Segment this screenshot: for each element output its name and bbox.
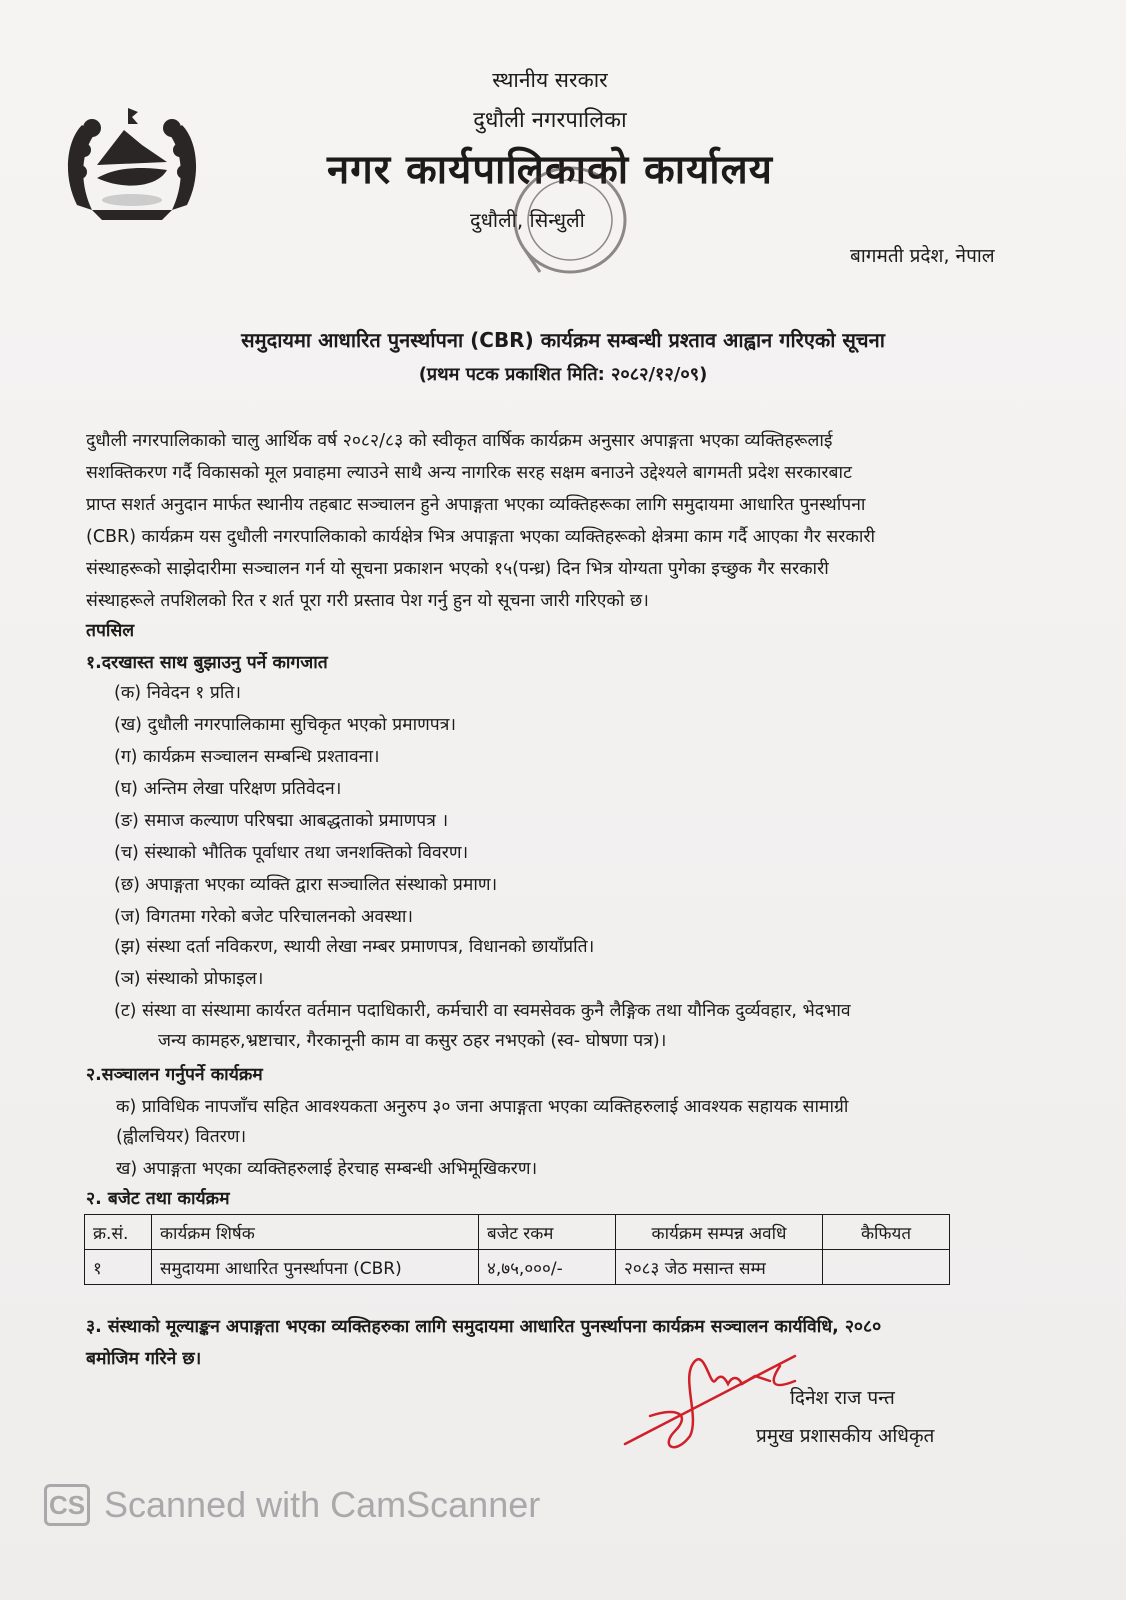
signatory-title: प्रमुख प्रशासकीय अधिकृत (756, 1425, 935, 1447)
camscanner-watermark (44, 1484, 540, 1526)
section2-heading: २.सञ्चालन गर्नुपर्ने कार्यक्रम (86, 1065, 263, 1085)
table-cell: ४,७५,०००/- (479, 1250, 616, 1285)
office-address: दुधौली, सिन्धुली (470, 208, 585, 232)
camscanner-logo-icon: CS (44, 1484, 90, 1526)
government-level-label: स्थानीय सरकार (492, 68, 608, 92)
province-country: बागमती प्रदेश, नेपाल (850, 245, 995, 267)
nepal-emblem-icon (62, 100, 202, 230)
body-line: संस्थाहरूको साझेदारीमा सञ्चालन गर्न यो सूचना प्रकाशन भएको १५(पन्ध्र) दिन भित्र योग्यता पुगेका इच्छुक गैर सरकारी (86, 559, 829, 579)
schedule-label: तपसिल (86, 621, 135, 641)
column-header: कार्यक्रम सम्पन्न अवधि (616, 1215, 823, 1250)
program-item-continuation: (ह्वीलचियर) वितरण। (116, 1127, 247, 1147)
column-header: बजेट रकम (479, 1215, 616, 1250)
body-line: संस्थाहरूले तपशिलको रित र शर्त पूरा गरी प्रस्ताव पेश गर्नु हुन यो सूचना जारी गरिएको छ। (86, 591, 649, 611)
column-header: कार्यक्रम शिर्षक (152, 1215, 479, 1250)
watermark-text: Scanned with CamScanner (104, 1484, 541, 1525)
table-cell: १ (85, 1250, 152, 1285)
table-header-row (85, 1215, 950, 1250)
signature-icon (620, 1346, 810, 1476)
document-list-item: (छ) अपाङ्गता भएका व्यक्ति द्वारा सञ्चालित संस्थाको प्रमाण। (114, 875, 498, 895)
evaluation-clause: ३. संस्थाको मूल्याङ्कन अपाङ्गता भएका व्यक्तिहरुका लागि समुदायमा आधारित पुनर्स्थापना कार्यक्रम सञ्चालन कार्यविधि, २०८० (86, 1317, 882, 1337)
table-row (85, 1250, 950, 1285)
body-line: प्राप्त सशर्त अनुदान मार्फत स्थानीय तहबाट सञ्चालन हुने अपाङ्गता भएका व्यक्तिहरूका लागि समुदायमा आधारित पुनर्स्थापना (86, 495, 866, 515)
body-line: (CBR) कार्यक्रम यस दुधौली नगरपालिकाको कार्यक्षेत्र भित्र अपाङ्गता भएका व्यक्तिहरूको क्षेत्रमा काम गर्दै आएका गैर सरकारी (86, 527, 876, 547)
document-list-item: (ट) संस्था वा संस्थामा कार्यरत वर्तमान पदाधिकारी, कर्मचारी वा स्वमसेवक कुनै लैङ्गिक तथा यौनिक दुर्व्यवहार, भेदभाव (114, 1001, 851, 1021)
body-line: सशक्तिकरण गर्दै विकासको मूल प्रवाहमा ल्याउने साथै अन्य नागरिक सरह सक्षम बनाउने उद्देश्यले बागमती प्रदेश सरकारबाट (86, 463, 852, 483)
section3-heading: २. बजेट तथा कार्यक्रम (86, 1189, 230, 1209)
published-date: (प्रथम पटक प्रकाशित मिति: २०८२/१२/०९) (418, 364, 708, 385)
document-list-item: (ञ) संस्थाको प्रोफाइल। (114, 969, 264, 989)
program-item: ख) अपाङ्गता भएका व्यक्तिहरुलाई हेरचाह सम्बन्धी अभिमूखिकरण। (116, 1159, 538, 1179)
municipality-name: दुधौली नगरपालिका (473, 108, 627, 133)
document-list-item: (ख) दुधौली नगरपालिकामा सुचिकृत भएको प्रमाणपत्र। (114, 715, 457, 735)
budget-table (84, 1214, 950, 1285)
document-list-item: (क) निवेदन १ प्रति। (114, 683, 241, 703)
column-header: क्र.सं. (85, 1215, 152, 1250)
office-name: नगर कार्यपालिकाको कार्यालय (327, 147, 773, 193)
evaluation-clause-continuation: बमोजिम गरिने छ। (86, 1349, 202, 1369)
document-list-item: (ङ) समाज कल्याण परिषद्मा आबद्धताको प्रमाणपत्र । (114, 811, 449, 831)
document-list-item: (घ) अन्तिम लेखा परिक्षण प्रतिवेदन। (114, 779, 342, 799)
table-cell: समुदायमा आधारित पुनर्स्थापना (CBR) (152, 1250, 479, 1285)
section1-heading: १.दरखास्त साथ बुझाउनु पर्ने कागजात (86, 653, 328, 673)
document-list-item-continuation: जन्य कामहरु,भ्रष्टाचार, गैरकानूनी काम वा कसुर ठहर नभएको (स्व- घोषणा पत्र)। (158, 1031, 667, 1051)
office-stamp-icon (500, 160, 650, 280)
column-header: कैफियत (823, 1215, 950, 1250)
document-list-item: (झ) संस्था दर्ता नविकरण, स्थायी लेखा नम्बर प्रमाणपत्र, विधानको छायाँप्रति। (114, 937, 595, 957)
document-list-item: (च) संस्थाको भौतिक पूर्वाधार तथा जनशक्तिको विवरण। (114, 843, 469, 863)
table-cell (823, 1250, 950, 1285)
table-cell: २०८३ जेठ मसान्त सम्म (616, 1250, 823, 1285)
notice-title: समुदायमा आधारित पुनर्स्थापना (CBR) कार्यक्रम सम्बन्धी प्रश्ताव आह्वान गरिएको सूचना (241, 328, 885, 352)
body-line: दुधौली नगरपालिकाको चालु आर्थिक वर्ष २०८२/८३ को स्वीकृत वार्षिक कार्यक्रम अनुसार अपाङ्गता भएका व्यक्तिहरूलाई (86, 431, 833, 451)
document-list-item: (ज) विगतमा गरेको बजेट परिचालनको अवस्था। (114, 907, 414, 927)
document-list-item: (ग) कार्यक्रम सञ्चालन सम्बन्धि प्रश्तावना। (114, 747, 380, 767)
program-item: क) प्राविधिक नापजाँच सहित आवश्यकता अनुरुप ३० जना अपाङ्गता भएका व्यक्तिहरुलाई आवश्यक सहायक सामाग्री (116, 1097, 849, 1117)
signatory-name: दिनेश राज पन्त (790, 1387, 895, 1409)
